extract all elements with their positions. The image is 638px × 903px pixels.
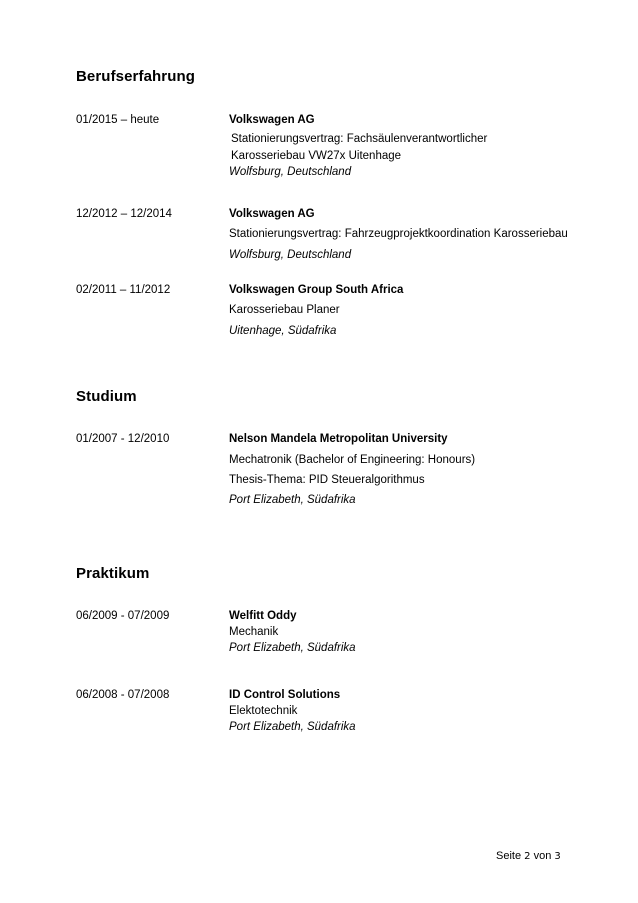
- entry-organization: Volkswagen Group South Africa: [229, 284, 404, 296]
- entry-description: Thesis-Thema: PID Steueralgorithmus: [229, 474, 425, 486]
- footer-page-total: 3: [554, 851, 561, 862]
- entry-description: Mechanik: [229, 626, 279, 638]
- entry-description: Mechatronik (Bachelor of Engineering: Honours): [229, 454, 476, 466]
- section-heading-berufserfahrung: Berufserfahrung: [76, 68, 196, 85]
- footer-seite-label: Seite: [496, 850, 522, 862]
- entry-location: Port Elizabeth, Südafrika: [229, 642, 356, 654]
- entry-date: 06/2009 - 07/2009: [76, 610, 170, 622]
- footer-von-label: von: [533, 850, 552, 862]
- entry-organization: Volkswagen AG: [229, 208, 315, 220]
- entry-organization: Nelson Mandela Metropolitan University: [229, 433, 448, 445]
- entry-date: 02/2011 – 11/2012: [76, 284, 171, 296]
- entry-date: 12/2012 – 12/2014: [76, 208, 172, 220]
- entry-location: Wolfsburg, Deutschland: [229, 166, 352, 178]
- entry-date: 01/2015 – heute: [76, 114, 160, 126]
- entry-description: Stationierungsvertrag: Fachsäulenverantwortlicher: [231, 133, 488, 145]
- section-heading-praktikum: Praktikum: [76, 565, 150, 582]
- entry-organization: Volkswagen AG: [229, 114, 315, 126]
- entry-location: Wolfsburg, Deutschland: [229, 249, 352, 261]
- page-footer: [496, 850, 561, 862]
- entry-organization: ID Control Solutions: [229, 689, 341, 701]
- entry-description: Karosseriebau Planer: [229, 304, 340, 316]
- entry-location: Port Elizabeth, Südafrika: [229, 494, 356, 506]
- entry-organization: Welfitt Oddy: [229, 610, 297, 622]
- entry-location: Port Elizabeth, Südafrika: [229, 721, 356, 733]
- footer-page-number: 2: [524, 851, 531, 862]
- entry-location: Uitenhage, Südafrika: [229, 325, 337, 337]
- entry-date: 01/2007 - 12/2010: [76, 433, 170, 445]
- section-heading-studium: Studium: [76, 388, 137, 405]
- entry-description: Karosseriebau VW27x Uitenhage: [231, 150, 402, 162]
- entry-description: Stationierungsvertrag: Fahrzeugprojektkoordination Karosseriebau: [229, 228, 568, 240]
- entry-description: Elektotechnik: [229, 705, 298, 717]
- entry-date: 06/2008 - 07/2008: [76, 689, 170, 701]
